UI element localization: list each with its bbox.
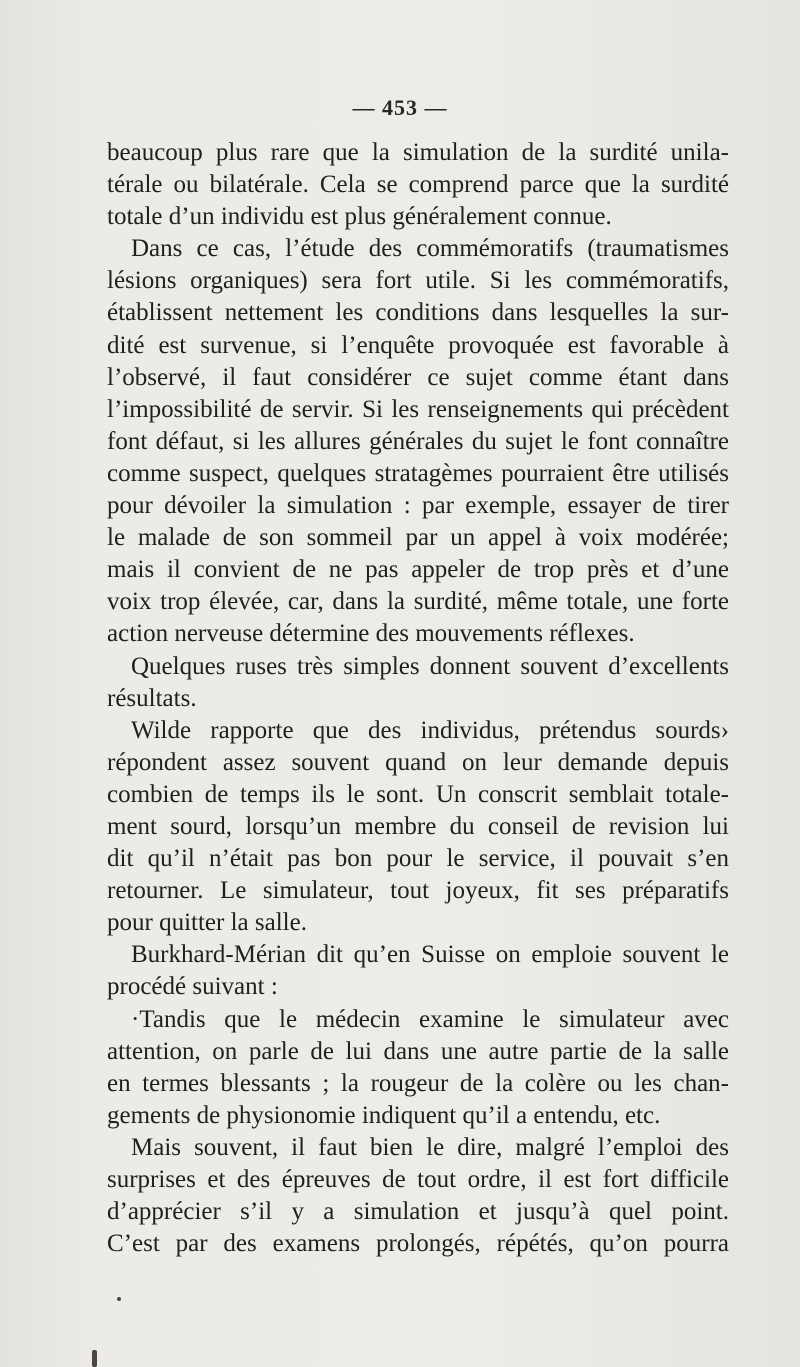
body-text	[107, 137, 729, 1260]
text-line: beaucoup plus rare que la simulation de la surdité unila-	[107, 139, 729, 166]
text-line: l’observé, il faut considérer ce sujet comme étant dans	[107, 363, 729, 391]
ink-speck	[92, 1350, 97, 1367]
ink-speck	[117, 1297, 121, 1301]
page-number: — 453 —	[352, 95, 448, 120]
text-line: voix trop élevée, car, dans la surdité, même totale, une forte	[107, 588, 729, 616]
text-line: action nerveuse détermine des mouvements réflexes.	[107, 620, 635, 648]
text-line: pour dévoiler la simulation : par exemple, essayer de tirer	[107, 492, 729, 520]
text-line: Quelques ruses très simples donnent souvent d’excellents	[131, 652, 729, 680]
text-line: comme suspect, quelques stratagèmes pourraient être utilisés	[107, 459, 729, 487]
text-line: font défaut, si les allures générales du sujet le font connaître	[107, 427, 729, 455]
text-line: résultats.	[107, 684, 197, 712]
text-line: d’apprécier s’il y a simulation et jusqu’à quel point.	[107, 1198, 729, 1226]
text-line: établissent nettement les conditions dans lesquelles la sur-	[107, 299, 729, 327]
text-line: gements de physionomie indiquent qu’il a entendu, etc.	[107, 1101, 661, 1129]
text-line: dit qu’il n’était pas bon pour le service, il pouvait s’en	[107, 845, 729, 873]
text-line: Mais souvent, il faut bien le dire, malgré l’emploi des	[131, 1133, 729, 1161]
text-line: retourner. Le simulateur, tout joyeux, fit ses préparatifs	[107, 877, 729, 905]
text-line: combien de temps ils le sont. Un conscrit semblait totale-	[107, 780, 729, 808]
text-line: mais il convient de ne pas appeler de trop près et d’une	[107, 556, 729, 584]
text-line: procédé suivant :	[107, 973, 278, 1001]
text-line: lésions organiques) sera fort utile. Si les commémoratifs,	[107, 267, 729, 295]
text-line: répondent assez souvent quand on leur demande depuis	[107, 748, 729, 776]
text-line: C’est par des examens prolongés, répétés, qu’on pourra	[107, 1230, 729, 1258]
text-line: le malade de son sommeil par un appel à voix modérée;	[107, 524, 729, 552]
text-line: térale ou bilatérale. Cela se comprend parce que la surdité	[107, 171, 729, 199]
text-line: totale d’un individu est plus généralement connue.	[107, 203, 612, 231]
text-line: Dans ce cas, l’étude des commémoratifs (traumatismes	[131, 235, 729, 263]
text-line: en termes blessants ; la rougeur de la colère ou les chan-	[107, 1069, 729, 1097]
text-line: ment sourd, lorsqu’un membre du conseil de revision lui	[107, 812, 729, 840]
text-line: dité est survenue, si l’enquête provoquée est favorable à	[107, 331, 729, 359]
text-line: pour quitter la salle.	[107, 909, 307, 937]
text-line: Wilde rapporte que des individus, prétendus sourds›	[131, 716, 729, 744]
text-line: attention, on parle de lui dans une autre partie de la salle	[107, 1037, 729, 1065]
text-line: ·Tandis que le médecin examine le simulateur avec	[131, 1005, 729, 1033]
text-line: Burkhard-Mérian dit qu’en Suisse on emploie souvent le	[131, 941, 729, 969]
text-line: surprises et des épreuves de tout ordre, il est fort difficile	[107, 1166, 729, 1193]
text-line: l’impossibilité de servir. Si les renseignements qui précèdent	[107, 395, 729, 423]
